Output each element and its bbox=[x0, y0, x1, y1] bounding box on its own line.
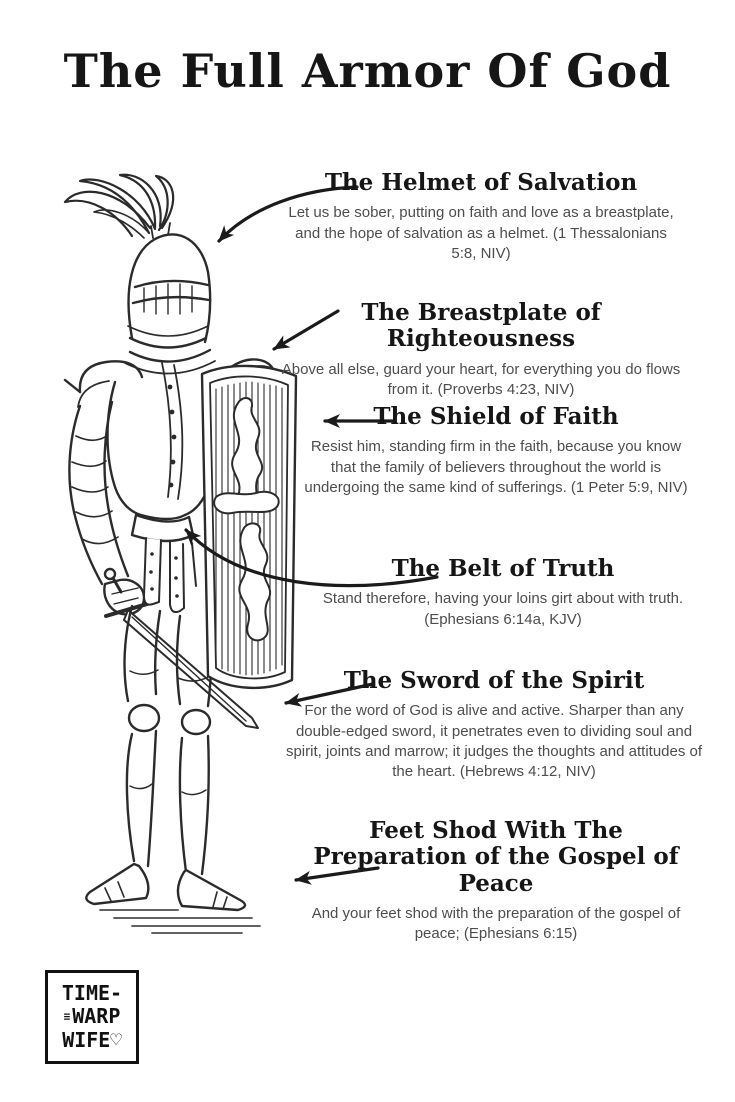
breastplate-heading: The Breastplate of Righteousness bbox=[361, 299, 601, 353]
feet-heading: Feet Shod With The Preparation of the Gospel of Peace bbox=[313, 817, 679, 897]
shield-heading: The Shield of Faith bbox=[373, 403, 619, 430]
section-feet bbox=[295, 818, 697, 945]
logo-line2: ≡ WARP bbox=[63, 1004, 121, 1029]
knight-svg bbox=[20, 166, 330, 956]
logo-equals-mark: ≡ bbox=[63, 1009, 71, 1023]
section-breastplate bbox=[280, 300, 682, 400]
sword-heading: The Sword of the Spirit bbox=[343, 667, 645, 694]
shield-verse: Resist him, standing firm in the faith, because you know that the family of believers throughout the world is undergoing the same kind of sufferings. (1 Peter 5:9, NIV) bbox=[304, 438, 688, 496]
belt-verse: Stand therefore, having your loins girt about with truth. (Ephesians 6:14a, KJV) bbox=[322, 590, 684, 628]
belt-heading: The Belt of Truth bbox=[391, 555, 615, 582]
left-arm bbox=[69, 402, 128, 584]
sword-verse: For the word of God is alive and active. Sharper than any double-edged sword, it penetrates even to dividing soul and spirit, joints and marrow; it judges the thoughts and attitudes of the heart. (Hebrews 4:12, NIV) bbox=[285, 702, 703, 780]
page-title: The Full Armor Of God bbox=[63, 44, 672, 98]
breastplate bbox=[108, 363, 216, 519]
section-belt bbox=[320, 556, 686, 630]
helmet-verse: Let us be sober, putting on faith and love as a breastplate, and the hope of salvation as a helmet. (1 Thessalonians 5:8, NIV) bbox=[288, 204, 674, 262]
logo-line3: WIFE ♡ bbox=[62, 1027, 122, 1052]
feet-verse: And your feet shod with the preparation of the gospel of peace; (Ephesians 6:15) bbox=[311, 905, 681, 943]
shield bbox=[202, 366, 296, 688]
section-helmet bbox=[285, 170, 677, 264]
helmet bbox=[128, 223, 210, 348]
helmet-heading: The Helmet of Salvation bbox=[324, 169, 638, 196]
section-sword bbox=[282, 668, 706, 782]
breastplate-verse: Above all else, guard your heart, for everything you do flows from it. (Proverbs 4:23, NIV) bbox=[281, 360, 681, 398]
ground-shadow bbox=[100, 910, 260, 933]
knight-illustration bbox=[20, 166, 330, 956]
heart-icon: ♡ bbox=[110, 1029, 122, 1052]
sabatons bbox=[86, 864, 245, 910]
helmet-plume bbox=[65, 175, 173, 238]
time-warp-wife-logo bbox=[45, 970, 139, 1064]
logo-line1: TIME- bbox=[61, 980, 123, 1005]
section-shield bbox=[300, 404, 692, 498]
